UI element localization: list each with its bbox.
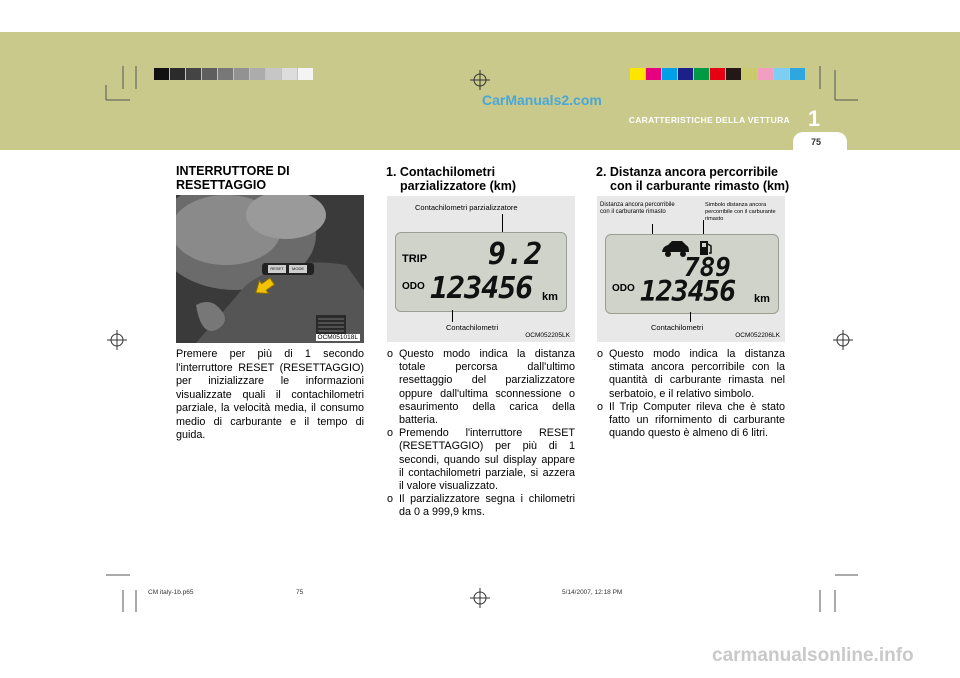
range-bullets (597, 348, 785, 440)
list-item: o Il parzializzatore segna i chilometri da 0 a 999,9 kms. (387, 493, 575, 519)
range-value: 789 (684, 253, 731, 283)
trip-value: 9.2 (488, 237, 543, 272)
watermark-top[interactable]: CarManuals2.com (482, 92, 602, 108)
trip-label: TRIP (402, 253, 428, 265)
photo-mode-button: MODE (289, 265, 307, 273)
photo-code: OCM051018L (317, 334, 358, 341)
trip-bullets (387, 348, 575, 520)
list-item: o Questo modo indica la distanza totale percorsa dall'ultimo resettaggio del parzializzatore oppure dall'ultima sconnessione o esaurimento della carica della batteria. (387, 348, 575, 427)
odo-value: 123456 (430, 271, 533, 306)
trip-meter-callout: Contachilometri parzializzatore (415, 203, 518, 212)
range-lcd (605, 234, 779, 314)
title-line-2: parzializzatore (km) (400, 179, 517, 193)
reset-switch-photo (176, 195, 364, 343)
footer-date: 5/14/2007, 12:18 PM (562, 589, 623, 596)
callout-line-bottom (452, 310, 453, 322)
watermark-bottom[interactable]: carmanualsonline.info (712, 645, 914, 666)
odo-unit: km (754, 293, 770, 305)
range-display-figure (597, 196, 785, 342)
list-item: o Premendo l'interruttore RESET (RESETTAGGIO) per più di 1 secondi, quando sul display appare il contachilometri parziale, si azzera il valore visualizzato. (387, 427, 575, 493)
list-item: o Questo modo indica la distanza stimata ancora percorribile con la quantità di carburante rimasta nel serbatoio, e il relativo simbolo. (597, 348, 785, 400)
list-item: o Il Trip Computer rileva che è stato fatto un rifornimento di carburante quando questo è almeno di 6 litri. (597, 400, 785, 440)
odo-unit: km (542, 291, 558, 303)
section-title-range (596, 165, 796, 193)
reset-paragraph: Premere per più di 1 secondo l'interruttore RESET (RESETTAGGIO) per inizializzare le informazioni visualizzate quali il contachilometri parziale, la velocità media, il consumo medio di carburante e il tempo di guida. (176, 348, 364, 441)
odometer-callout: Contachilometri (446, 323, 499, 332)
odo-value: 123456 (640, 275, 736, 308)
range-callout: Distanza ancora percorribile con il carburante rimasto (600, 202, 675, 215)
photo-reset-button: RESET (268, 265, 286, 273)
section-title-reset-switch (176, 164, 366, 192)
figure-code: OCM052205LK (525, 332, 570, 339)
title-line-1: 2. Distanza ancora percorribile (596, 165, 779, 179)
odometer-callout: Contachilometri (651, 323, 704, 332)
title-line-1: 1. Contachilometri (386, 165, 496, 179)
footer-file: CM italy-1b.p65 (148, 589, 194, 596)
title-line-2: RESETTAGGIO (176, 178, 267, 192)
footer-page: 75 (296, 589, 304, 596)
trip-lcd (395, 232, 567, 312)
odo-label: ODO (612, 283, 635, 294)
title-line-2: con il carburante rimasto (km) (610, 179, 790, 193)
section-title-trip-odometer (386, 165, 586, 193)
callout-line-bottom (690, 312, 691, 322)
chapter-title: CARATTERISTICHE DELLA VETTURA (628, 115, 790, 125)
page-number: 75 (810, 137, 821, 147)
range-symbol-callout: Simbolo distanza ancora percorribile con il carburante rimasto (705, 202, 776, 222)
title-line-1: INTERRUTTORE DI (176, 164, 290, 178)
odo-label: ODO (402, 281, 425, 292)
chapter-number: 1 (807, 106, 821, 131)
trip-display-figure (387, 196, 575, 342)
figure-code: OCM052206LK (735, 332, 780, 339)
